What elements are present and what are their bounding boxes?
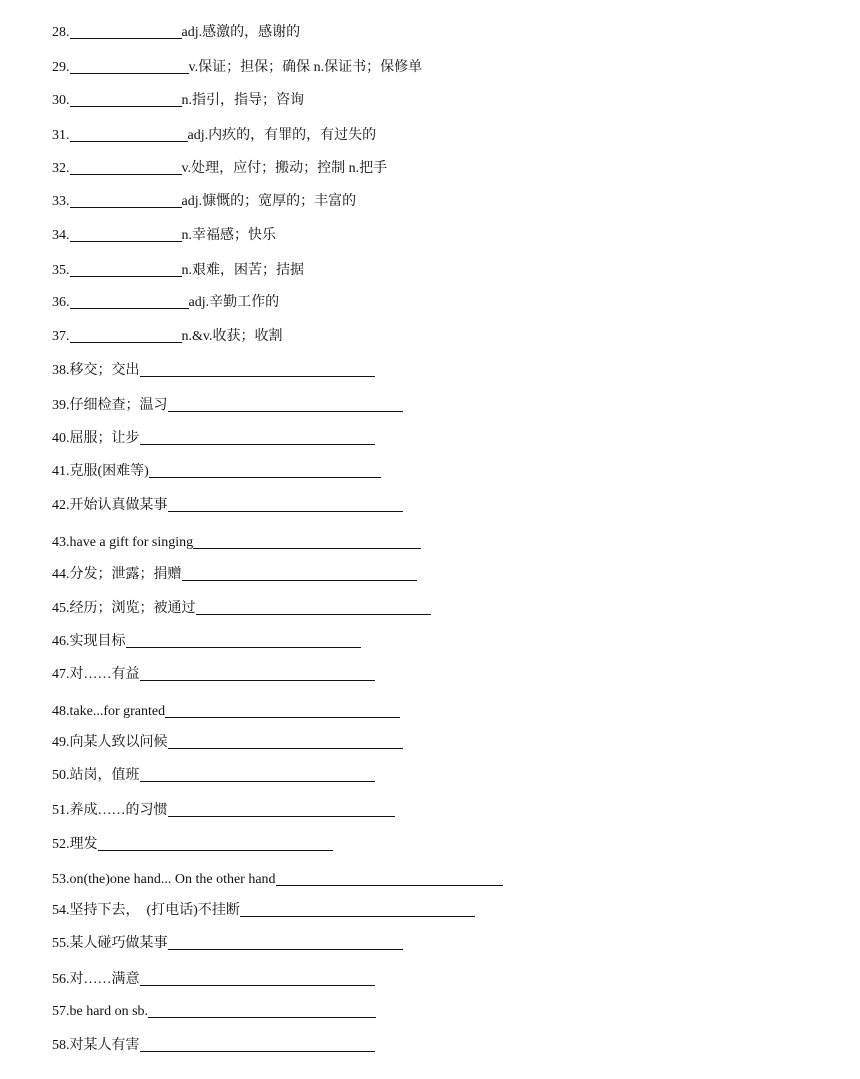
phrase-item-51 <box>52 798 395 820</box>
item-number: 37. <box>52 329 70 344</box>
answer-blank[interactable] <box>140 767 375 782</box>
phrase-item-41 <box>52 459 381 481</box>
item-prompt: 开始认真做某事 <box>69 498 168 513</box>
item-definition: n.&v.收获；收割 <box>181 329 283 344</box>
item-number: 32. <box>52 161 70 176</box>
phrase-item-58 <box>52 1033 375 1055</box>
item-prompt: 理发 <box>69 837 98 852</box>
item-prompt: 坚持下去， (打电话)不挂断 <box>69 903 240 918</box>
answer-blank[interactable] <box>140 430 375 445</box>
item-prompt: have a gift for singing <box>69 535 194 550</box>
item-prompt: on(the)one hand... On the other hand <box>69 872 276 887</box>
item-prompt: 对某人有害 <box>69 1038 140 1053</box>
item-definition: adj.慷慨的；宽厚的；丰富的 <box>181 194 357 209</box>
item-number: 55. <box>52 936 70 951</box>
answer-blank[interactable] <box>168 397 403 412</box>
item-number: 48. <box>52 704 70 719</box>
item-number: 39. <box>52 398 70 413</box>
phrase-item-54 <box>52 898 475 920</box>
item-number: 51. <box>52 803 70 818</box>
vocab-item-37 <box>52 324 282 346</box>
item-prompt: 仔细检查；温习 <box>69 398 168 413</box>
item-number: 41. <box>52 464 70 479</box>
answer-blank[interactable] <box>70 24 182 39</box>
item-number: 42. <box>52 498 70 513</box>
answer-blank[interactable] <box>165 703 400 718</box>
item-definition: n.幸福感；快乐 <box>181 228 276 243</box>
item-number: 50. <box>52 768 70 783</box>
phrase-item-45 <box>52 596 431 618</box>
item-definition: v.保证；担保；确保 n.保证书；保修单 <box>188 60 423 75</box>
item-number: 45. <box>52 601 70 616</box>
answer-blank[interactable] <box>70 227 182 242</box>
vocab-item-35 <box>52 258 304 280</box>
answer-blank[interactable] <box>126 633 361 648</box>
answer-blank[interactable] <box>98 836 333 851</box>
answer-blank[interactable] <box>70 262 182 277</box>
answer-blank[interactable] <box>276 871 503 886</box>
item-prompt: 移交；交出 <box>69 363 140 378</box>
vocab-item-29 <box>52 55 422 77</box>
item-prompt: 养成……的习惯 <box>69 803 168 818</box>
item-number: 33. <box>52 194 70 209</box>
vocab-item-34 <box>52 223 276 245</box>
vocab-item-30 <box>52 88 304 110</box>
item-number: 52. <box>52 837 70 852</box>
phrase-item-47 <box>52 662 375 684</box>
answer-blank[interactable] <box>193 534 421 549</box>
vocab-item-32 <box>52 156 387 178</box>
item-number: 29. <box>52 60 70 75</box>
item-number: 54. <box>52 903 70 918</box>
vocab-item-28 <box>52 20 300 42</box>
answer-blank[interactable] <box>182 566 417 581</box>
item-definition: adj.辛勤工作的 <box>188 295 280 310</box>
phrase-item-42 <box>52 493 403 515</box>
answer-blank[interactable] <box>149 463 381 478</box>
item-number: 44. <box>52 567 70 582</box>
item-number: 40. <box>52 431 70 446</box>
phrase-item-57 <box>52 999 376 1021</box>
answer-blank[interactable] <box>168 935 403 950</box>
answer-blank[interactable] <box>70 328 182 343</box>
phrase-item-53 <box>52 867 503 889</box>
item-number: 53. <box>52 872 70 887</box>
answer-blank[interactable] <box>140 666 375 681</box>
item-number: 38. <box>52 363 70 378</box>
phrase-item-48 <box>52 699 400 721</box>
item-number: 36. <box>52 295 70 310</box>
item-number: 34. <box>52 228 70 243</box>
phrase-item-55 <box>52 931 403 953</box>
answer-blank[interactable] <box>140 362 375 377</box>
item-number: 31. <box>52 128 70 143</box>
answer-blank[interactable] <box>240 902 475 917</box>
item-prompt: 实现目标 <box>69 634 126 649</box>
answer-blank[interactable] <box>70 160 182 175</box>
phrase-item-46 <box>52 629 361 651</box>
answer-blank[interactable] <box>148 1003 376 1018</box>
phrase-item-40 <box>52 426 375 448</box>
item-definition: adj.内疚的，有罪的，有过失的 <box>187 128 377 143</box>
answer-blank[interactable] <box>70 294 189 309</box>
phrase-item-38 <box>52 358 375 380</box>
item-prompt: take...for granted <box>69 704 166 719</box>
answer-blank[interactable] <box>70 92 182 107</box>
answer-blank[interactable] <box>70 193 182 208</box>
item-prompt: 向某人致以问候 <box>69 735 168 750</box>
item-definition: adj.感激的，感谢的 <box>181 25 301 40</box>
vocab-item-31 <box>52 123 376 145</box>
answer-blank[interactable] <box>70 127 188 142</box>
answer-blank[interactable] <box>70 59 189 74</box>
item-number: 49. <box>52 735 70 750</box>
item-number: 56. <box>52 972 70 987</box>
item-prompt: 对……有益 <box>69 667 140 682</box>
vocab-item-33 <box>52 189 356 211</box>
phrase-item-52 <box>52 832 333 854</box>
item-prompt: be hard on sb. <box>69 1004 149 1019</box>
item-prompt: 某人碰巧做某事 <box>69 936 168 951</box>
phrase-item-49 <box>52 730 403 752</box>
item-number: 30. <box>52 93 70 108</box>
item-number: 28. <box>52 25 70 40</box>
phrase-item-50 <box>52 763 375 785</box>
phrase-item-43 <box>52 530 421 552</box>
phrase-item-56 <box>52 967 375 989</box>
item-number: 47. <box>52 667 70 682</box>
answer-blank[interactable] <box>168 802 395 817</box>
vocab-item-36 <box>52 290 279 312</box>
item-prompt: 屈服；让步 <box>69 431 140 446</box>
answer-blank[interactable] <box>168 497 403 512</box>
item-number: 58. <box>52 1038 70 1053</box>
item-number: 57. <box>52 1004 70 1019</box>
answer-blank[interactable] <box>140 971 375 986</box>
answer-blank[interactable] <box>168 734 403 749</box>
item-prompt: 分发；泄露；捐赠 <box>69 567 182 582</box>
item-definition: n.艰难，困苦；拮据 <box>181 263 304 278</box>
item-definition: n.指引，指导；咨询 <box>181 93 304 108</box>
phrase-item-44 <box>52 562 417 584</box>
item-prompt: 克服(困难等) <box>69 464 149 479</box>
answer-blank[interactable] <box>140 1037 375 1052</box>
item-prompt: 经历；浏览；被通过 <box>69 601 196 616</box>
item-prompt: 对……满意 <box>69 972 140 987</box>
item-number: 43. <box>52 535 70 550</box>
item-prompt: 站岗，值班 <box>69 768 140 783</box>
item-number: 35. <box>52 263 70 278</box>
phrase-item-39 <box>52 393 403 415</box>
answer-blank[interactable] <box>196 600 431 615</box>
item-definition: v.处理，应付；搬动；控制 n.把手 <box>181 161 388 176</box>
item-number: 46. <box>52 634 70 649</box>
